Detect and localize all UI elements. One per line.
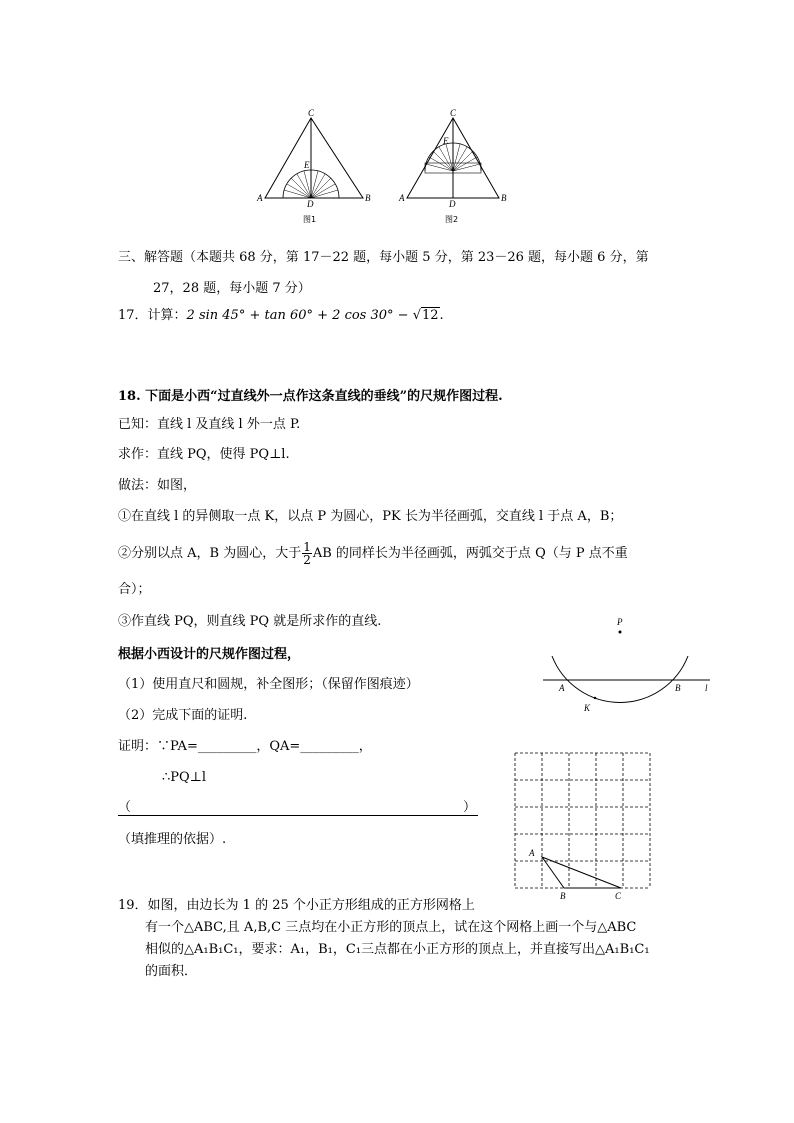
fig1-label-d: D [307,199,314,209]
grid-label-a: A [529,848,535,858]
fig1-caption: 图1 [303,215,317,224]
fraction-half [302,541,312,566]
q18-construction-figure [540,612,720,717]
fig2-label-d: D [449,199,456,209]
fig1-label-e: E [304,160,310,170]
q18-find: 求作：直线 PQ，使得 PQ⊥l. [118,447,290,462]
fig2-caption: 图2 [445,215,459,224]
fig2-label-c: C [450,108,457,118]
q18-title: 18. 下面是小西“过直线外一点作这条直线的垂线”的尺规作图过程. [118,389,503,404]
q18-based: 根据小西设计的尺规作图过程， [118,647,301,662]
fig1-label-c: C [308,108,315,118]
q18-method: 做法：如图， [118,478,197,493]
q18-step2-b: AB 的同样长为半径画弧，两弧交于点 Q（与 P 点不重 [312,546,628,561]
answer-line[interactable] [118,815,478,816]
q17-prefix: 17．计算： [118,308,187,323]
grid-label-c: C [615,891,622,901]
q18-paren-open: （ [118,800,132,815]
q17-expression: 2 sin 45° + tan 60° + 2 cos 30° − [186,308,413,323]
figure-1 [255,108,375,228]
fig18-label-k: K [584,703,591,713]
q19-line2: 有一个△ABC,且 A,B,C 三点均在小正方形的顶点上，试在这个网格上画一个与△ABC [145,920,637,935]
fig2-label-b: B [501,193,507,203]
section3-heading: 三、解答题（本题共 68 分，第 17－22 题，每小题 5 分，第 23－26 题，每小题 6 分，第 [118,250,649,265]
q17-end: . [439,308,444,323]
q19-line3: 相似的△A₁B₁C₁，要求：A₁，B₁，C₁三点都在小正方形的顶点上，并直接写出△A₁B₁C₁ [145,942,650,957]
fig1-label-b: B [365,193,371,203]
fig1-label-a: A [257,193,263,203]
q18-step2-c: 合）； [118,582,151,597]
section3-heading-cont: 27，28 题，每小题 7 分） [153,281,311,296]
q18-step2-a: ②分别以点 A，B 为圆心，大于 [118,546,302,561]
fig18-label-p: P [617,617,623,627]
q17-sqrt-arg: 12 [421,308,439,323]
q18-proof2: ∴PQ⊥l [162,770,207,785]
q18-step2 [118,540,628,568]
q18-step3: ③作直线 PQ，则直线 PQ 就是所求作的直线. [118,614,382,629]
grid-label-b: B [560,891,566,901]
fig18-label-a: A [559,683,565,693]
q18-known: 已知：直线 l 及直线 l 外一点 P. [118,417,301,432]
q19-line1: 19．如图，由边长为 1 的 25 个小正方形组成的正方形网格上 [118,898,475,913]
figure-2 [397,108,517,228]
q17: 17．计算：2 sin 45° + tan 60° + 2 cos 30° − √12. [118,308,444,323]
fig2-label-a: A [399,193,405,203]
fraction-denominator: 2 [303,553,311,567]
q18-fill-note: （填推理的依据）. [118,832,227,847]
fig2-label-e: E [443,136,449,146]
q18-paren-close: ） [463,800,477,815]
fraction-numerator: 1 [303,540,311,554]
q18-sub2: （2）完成下面的证明. [118,708,248,723]
q18-proof1: 证明：∵PA=_________，QA=_________， [118,739,372,754]
q19-grid-figure [510,748,660,903]
fig18-label-b: B [675,683,681,693]
q18-sub1: （1）使用直尺和圆规，补全图形；（保留作图痕迹） [118,677,419,692]
q18-step1: ①在直线 l 的异侧取一点 K，以点 P 为圆心，PK 长为半径画弧，交直线 l 于点 A，B； [118,509,623,524]
q19-line4: 的面积． [145,964,198,979]
fig18-label-l: l [705,683,708,693]
